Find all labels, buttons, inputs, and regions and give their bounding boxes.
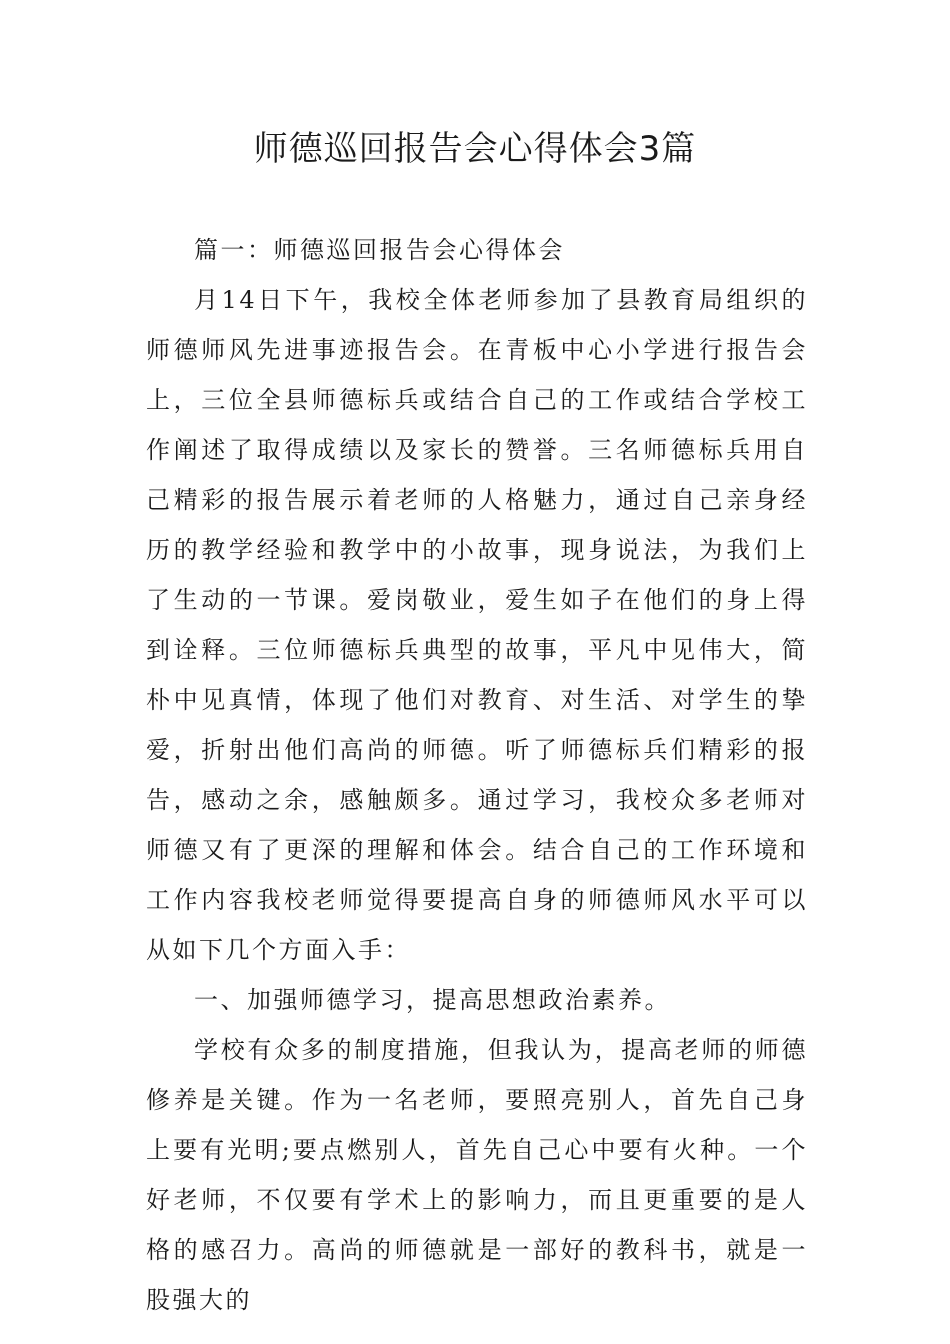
body-paragraph: 月14日下午，我校全体老师参加了县教育局组织的师德师风先进事迹报告会。在青板中心小学进行报告会上，三位全县师德标兵或结合自己的工作或结合学校工作阐述了取得成绩以及家长的赞誉。三名师德标兵用自己精彩的报告展示着老师的人格魅力，通过自己亲身经历的教学经验和教学中的小故事，现身说法，为我们上了生动的一节课。爱岗敬业，爱生如子在他们的身上得到诠释。三位师德标兵典型的故事，平凡中见伟大，简朴中见真情，体现了他们对教育、对生活、对学生的挚爱，折射出他们高尚的师德。听了师德标兵们精彩的报告，感动之余，感触颇多。通过学习，我校众多老师对师德又有了更深的理解和体会。结合自己的工作环境和工作内容我校老师觉得要提高自身的师德师风水平可以从如下几个方面入手： [146,286,808,964]
document-body [146,225,808,1325]
section-heading-point-one: 一、加强师德学习，提高思想政治素养。 [194,986,671,1014]
section-heading-part-one: 篇一：师德巡回报告会心得体会 [194,236,565,264]
document-title: 师德巡回报告会心得体会3篇 [253,129,697,169]
body-paragraph: 学校有众多的制度措施，但我认为，提高老师的师德修养是关键。作为一名老师，要照亮别人，首先自己身上要有光明;要点燃别人，首先自己心中要有火种。一个好老师，不仅要有学术上的影响力，而且更重要的是人格的感召力。高尚的师德就是一部好的教科书，就是一股强大的 [146,1036,808,1314]
